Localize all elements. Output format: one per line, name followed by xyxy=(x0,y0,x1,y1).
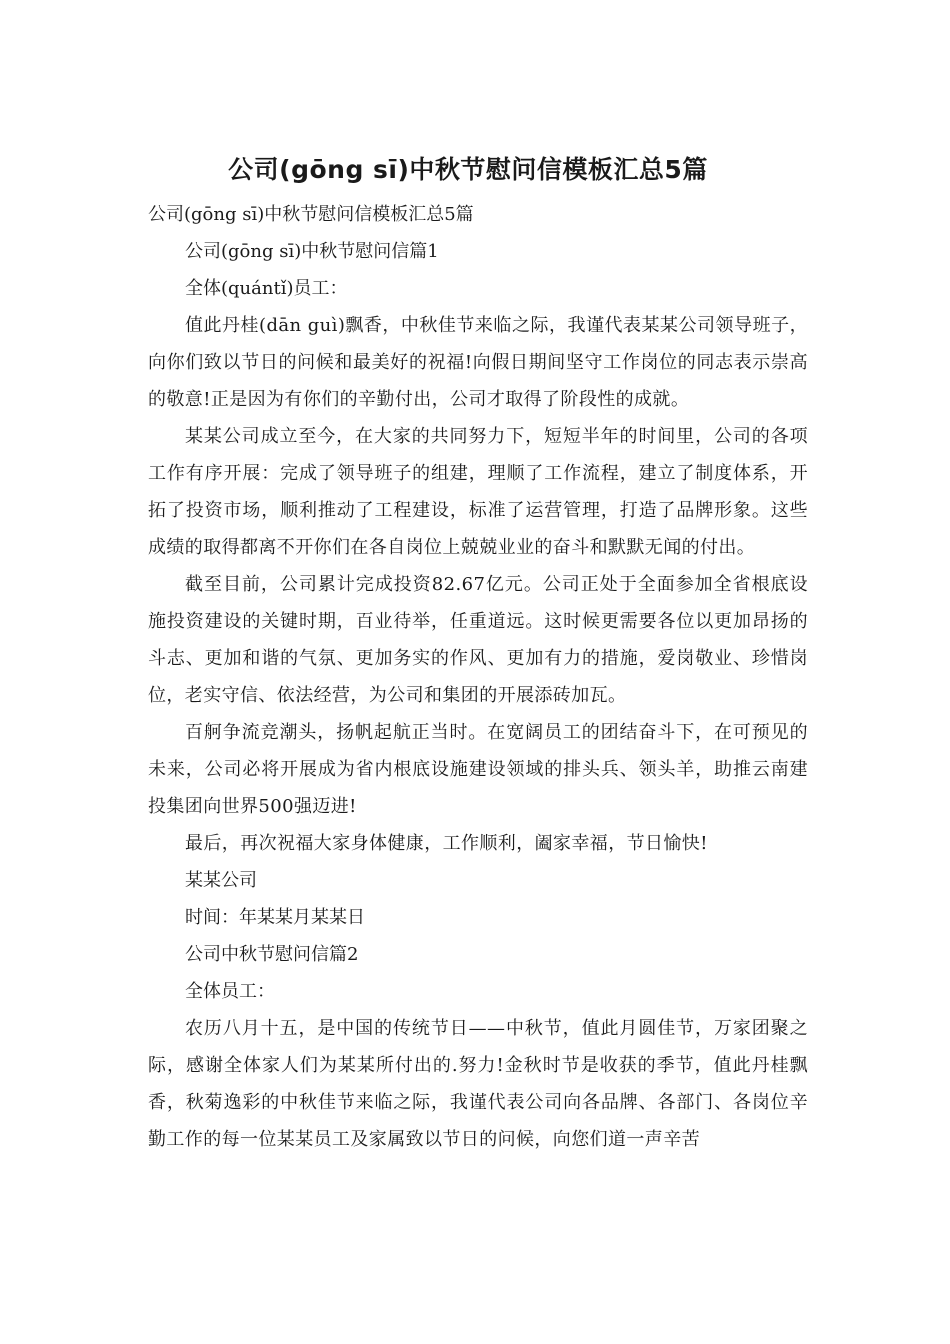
letter-1-paragraph: 最后，再次祝福大家身体健康，工作顺利，阖家幸福，节日愉快! xyxy=(185,833,708,854)
letter-1-salutation: 全体(quántǐ)员工： xyxy=(185,278,348,299)
letter-1-date: 时间：年某某月某某日 xyxy=(185,907,365,928)
letter-1-paragraph: 某某公司成立至今，在大家的共同努力下，短短半年的时间里，公司的各项工作有序开展：完成了领导班子的组建，理顺了工作流程，建立了制度体系，开拓了投资市场，顺利推动了工程建设，标准了运营管理，打造了品牌形象。这些成绩的取得都离不开你们在各自岗位上兢兢业业的奋斗和默默无闻的付出。 xyxy=(148,426,808,558)
document-title: 公司(gōng sī)中秋节慰问信模板汇总5篇 xyxy=(228,155,708,184)
letter-1-paragraph: 值此丹桂(dān guì)飘香，中秋佳节来临之际，我谨代表某某公司领导班子，向你们致以节日的问候和最美好的祝福!向假日期间坚守工作岗位的同志表示崇高的敬意!正是因为有你们的辛勤付出，公司才取得了阶段性的成就。 xyxy=(148,315,808,410)
letter-1-heading: 公司(gōng sī)中秋节慰问信篇1 xyxy=(185,241,439,262)
letter-2-heading: 公司中秋节慰问信篇2 xyxy=(185,944,359,965)
letter-2-paragraph: 农历八月十五，是中国的传统节日——中秋节，值此月圆佳节，万家团聚之际，感谢全体家人们为某某所付出的.努力!金秋时节是收获的季节，值此丹桂飘香，秋菊逸彩的中秋佳节来临之际，我谨代表公司向各品牌、各部门、各岗位辛勤工作的每一位某某员工及家属致以节日的问候，向您们道一声辛苦 xyxy=(148,1018,808,1150)
document-subtitle: 公司(gōng sī)中秋节慰问信模板汇总5篇 xyxy=(148,204,474,225)
letter-1-signature: 某某公司 xyxy=(185,870,257,891)
letter-1-paragraph: 截至目前，公司累计完成投资82.67亿元。公司正处于全面参加全省根底设施投资建设的关键时期，百业待举，任重道远。这时候更需要各位以更加昂扬的斗志、更加和谐的气氛、更加务实的作风、更加有力的措施，爱岗敬业、珍惜岗位，老实守信、依法经营，为公司和集团的开展添砖加瓦。 xyxy=(148,574,808,706)
document-page xyxy=(148,150,808,1158)
letter-1-paragraph: 百舸争流竞潮头，扬帆起航正当时。在宽阔员工的团结奋斗下，在可预见的未来，公司必将开展成为省内根底设施建设领域的排头兵、领头羊，助推云南建投集团向世界500强迈进! xyxy=(148,722,808,817)
letter-2-salutation: 全体员工： xyxy=(185,981,275,1002)
